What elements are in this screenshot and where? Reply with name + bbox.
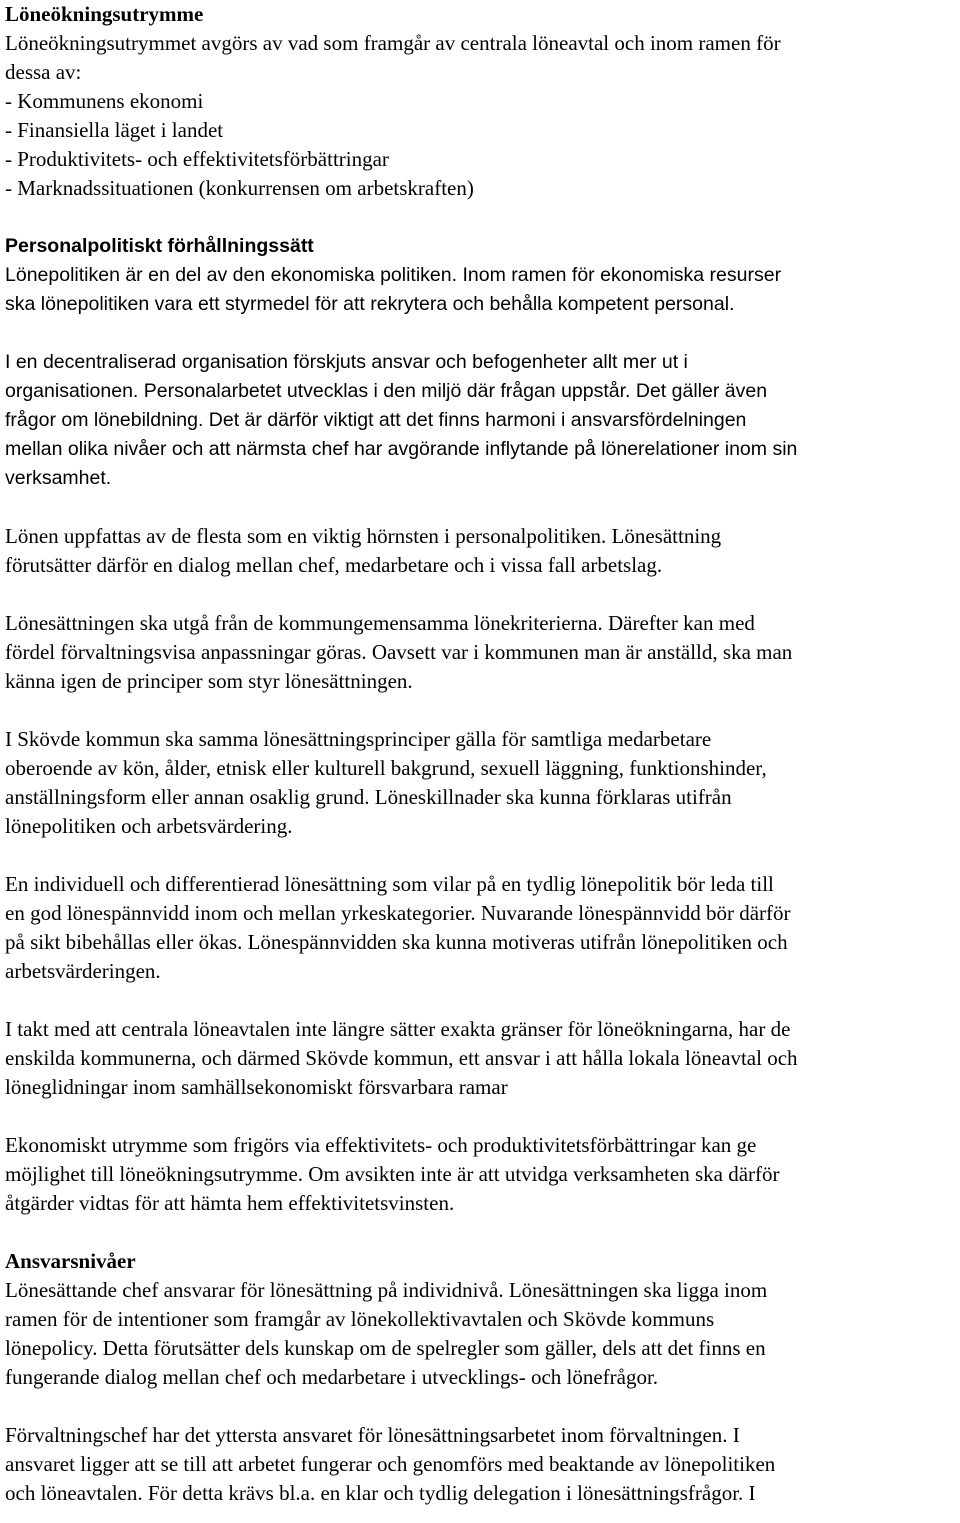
text-line: enskilda kommunerna, och därmed Skövde kommun, ett ansvar i att hålla lokala löneavtal och [5,1046,798,1070]
text-line: ramen för de intentioner som framgår av lönekollektivavtalen och Skövde kommuns [5,1307,715,1331]
text-line: känna igen de principer som styr lönesättningen. [5,669,413,693]
paragraph [5,1421,954,1508]
paragraph [5,1276,954,1392]
paragraph [5,725,954,841]
section-heading-ansvarsnivaer: Ansvarsnivåer [5,1249,136,1273]
paragraph-loneokningsutrymme [5,29,954,203]
text-line: oberoende av kön, ålder, etnisk eller kulturell bakgrund, sexuell läggning, funktionshinder, [5,756,767,780]
text-line: en god lönespännvidd inom och mellan yrkeskategorier. Nuvarande lönespännvidd bör därför [5,901,791,925]
text-line: fungerande dialog mellan chef och medarbetare i utvecklings- och lönefrågor. [5,1365,659,1389]
text-line: ska lönepolitiken vara ett styrmedel för att rekrytera och behålla kompetent personal. [5,293,735,315]
text-line: löneglidningar inom samhällsekonomiskt försvarbara ramar [5,1075,508,1099]
paragraph [5,870,954,986]
text-line: Lönepolitiken är en del av den ekonomiska politiken. Inom ramen för ekonomiska resurser [5,264,782,286]
paragraph [5,522,954,580]
list-item: - Finansiella läget i landet [5,118,224,142]
text-line: åtgärder vidtas för att hämta hem effektivitetsvinsten. [5,1191,455,1215]
text-line: lönepolitiken och arbetsvärdering. [5,814,293,838]
text-line: I en decentraliserad organisation förskjuts ansvar och befogenheter allt mer ut i [5,351,688,373]
text-line: verksamhet. [5,467,112,489]
text-line: möjlighet till löneökningsutrymme. Om avsikten inte är att utvidga verksamheten ska därför [5,1162,780,1186]
section-heading-personalpolitiskt: Personalpolitiskt förhållningssätt [5,235,314,257]
text-line: anställningsform eller annan osaklig grund. Löneskillnader ska kunna förklaras utifrån [5,785,732,809]
text-line: En individuell och differentierad lönesättning som vilar på en tydlig lönepolitik bör leda till [5,872,774,896]
list-item: - Produktivitets- och effektivitetsförbättringar [5,147,389,171]
section-heading-loneokningsutrymme: Löneökningsutrymme [5,2,204,26]
text-line: på sikt bibehållas eller ökas. Lönespännvidden ska kunna motiveras utifrån lönepolitiken och [5,930,788,954]
list-item: - Marknadssituationen (konkurrensen om arbetskraften) [5,176,474,200]
text-line: fördel förvaltningsvisa anpassningar göras. Oavsett var i kommunen man är anställd, ska man [5,640,793,664]
paragraph [5,1015,954,1102]
text-line: Ekonomiskt utrymme som frigörs via effektivitets- och produktivitetsförbättringar kan ge [5,1133,757,1157]
paragraph [5,1131,954,1218]
text-line: Lönesättningen ska utgå från de kommungemensamma lönekriterierna. Därefter kan med [5,611,755,635]
text-line: Förvaltningschef har det yttersta ansvaret för lönesättningsarbetet inom förvaltningen. I [5,1423,740,1447]
text-line: Lönesättande chef ansvarar för lönesättning på individnivå. Lönesättningen ska ligga inom [5,1278,768,1302]
text-line: arbetsvärderingen. [5,959,161,983]
text-line: lönepolicy. Detta förutsätter dels kunskap om de spelregler som gäller, dels att det finns en [5,1336,766,1360]
text-line: förutsätter därför en dialog mellan chef, medarbetare och i vissa fall arbetslag. [5,553,663,577]
text-line: I Skövde kommun ska samma lönesättningsprinciper gälla för samtliga medarbetare [5,727,712,751]
list-item: - Kommunens ekonomi [5,89,204,113]
paragraph [5,261,954,319]
text-line: Lönen uppfattas av de flesta som en viktig hörnsten i personalpolitiken. Lönesättning [5,524,722,548]
text-line: I takt med att centrala löneavtalen inte längre sätter exakta gränser för löneökningarna, har de [5,1017,791,1041]
text-line: Löneökningsutrymmet avgörs av vad som framgår av centrala löneavtal och inom ramen för [5,31,781,55]
text-line: frågor om lönebildning. Det är därför viktigt att det finns harmoni i ansvarsfördelningen [5,409,747,431]
text-line: ansvaret ligger att se till att arbetet fungerar och genomförs med beaktande av lönepolitiken [5,1452,776,1476]
text-line: och löneavtalen. För detta krävs bl.a. en klar och tydlig delegation i lönesättningsfrågor. I [5,1481,756,1505]
text-line: dessa av: [5,60,82,84]
paragraph [5,348,954,493]
text-line: mellan olika nivåer och att närmsta chef har avgörande inflytande på lönerelationer inom sin [5,438,798,460]
paragraph [5,609,954,696]
text-line: organisationen. Personalarbetet utvecklas i den miljö där frågan uppstår. Det gäller även [5,380,768,402]
